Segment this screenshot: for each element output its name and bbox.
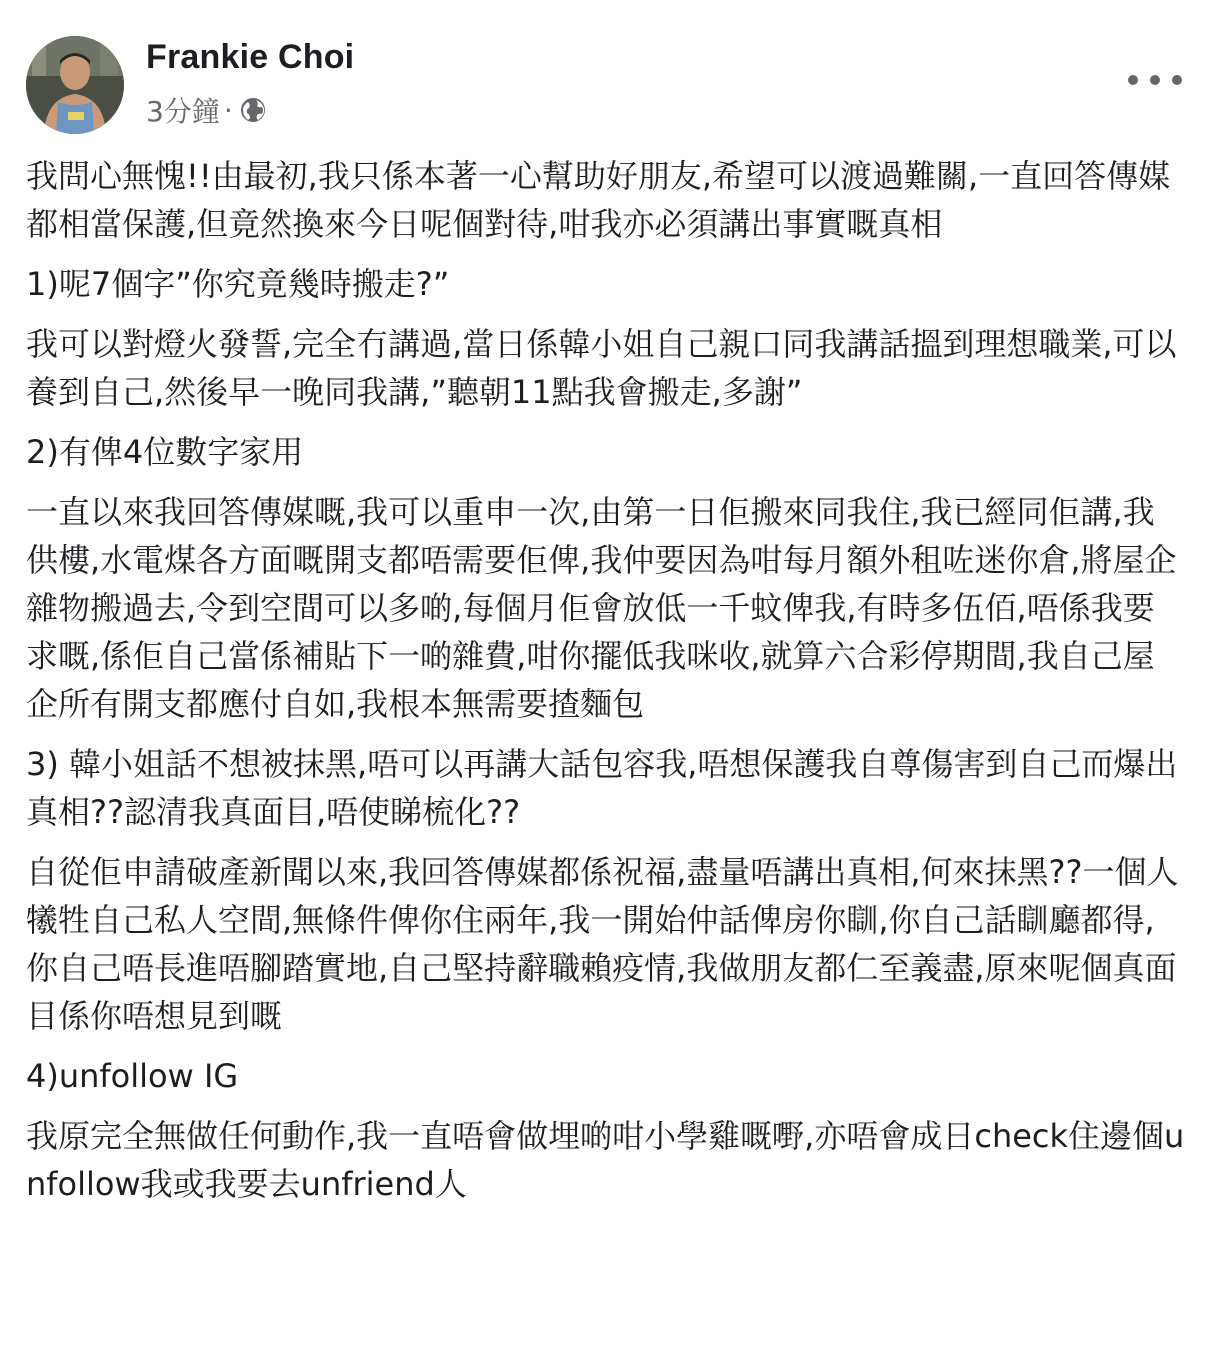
post-paragraph: 我問心無愧!!由最初,我只係本著一心幫助好朋友,希望可以渡過難關,一直回答傳媒都相當保護,但竟然換來今日呢個對待,咁我亦必須講出事實嘅真相	[26, 157, 1171, 243]
post-paragraph: 一直以來我回答傳媒嘅,我可以重申一次,由第一日佢搬來同我住,我已經同佢講,我供樓,水電煤各方面嘅開支都唔需要佢俾,我仲要因為咁每月額外租咗迷你倉,將屋企雜物搬過去,令到空間可以多啲,每個月佢會放低一千蚊俾我,有時多伍佰,唔係我要求嘅,係佢自己當係補貼下一啲雜費,咁你擺低我咪收,就算六合彩停期間,我自己屋企所有開支都應付自如,我根本無需要揸麵包	[26, 493, 1177, 723]
more-options-icon[interactable]	[1128, 62, 1182, 98]
more-dot	[1172, 75, 1182, 85]
post-paragraph: 1)呢7個字”你究竟幾時搬走?”	[26, 265, 450, 303]
meta-separator: ·	[223, 93, 233, 127]
globe-icon	[239, 96, 267, 124]
post-timestamp[interactable]: 3分鐘	[146, 95, 220, 128]
post-paragraph: 2)有俾4位數字家用	[26, 433, 304, 471]
avatar[interactable]	[26, 36, 124, 134]
avatar-photo	[26, 36, 124, 134]
post-paragraph: 我可以對燈火發誓,完全冇講過,當日係韓小姐自己親口同我講話搵到理想職業,可以養到自己,然後早一晚同我講,”聽朝11點我會搬走,多謝”	[26, 325, 1177, 411]
post-paragraph: 3) 韓小姐話不想被抹黑,唔可以再講大話包容我,唔想保護我自尊傷害到自己而爆出真相??認清我真面目,唔使睇梳化??	[26, 745, 1178, 831]
more-dot	[1150, 75, 1160, 85]
post-paragraph: 4)unfollow IG	[26, 1057, 239, 1095]
post-meta	[146, 90, 267, 130]
post-paragraph: 我原完全無做任何動作,我一直唔會做埋啲咁小學雞嘅嘢,亦唔會成日check住邊個unfollow我或我要去unfriend人	[26, 1117, 1185, 1203]
post-header	[26, 36, 1186, 136]
author-name[interactable]: Frankie Choi	[146, 38, 355, 76]
more-dot	[1128, 75, 1138, 85]
post-body	[26, 152, 1186, 1220]
post-paragraph: 自從佢申請破產新聞以來,我回答傳媒都係祝福,盡量唔講出真相,何來抹黑??一個人犧牲自己私人空間,無條件俾你住兩年,我一開始仲話俾房你瞓,你自己話瞓廳都得,你自己唔長進唔腳踏實地,自己堅持辭職賴疫情,我做朋友都仁至義盡,原來呢個真面目係你唔想見到嘅	[26, 853, 1179, 1035]
